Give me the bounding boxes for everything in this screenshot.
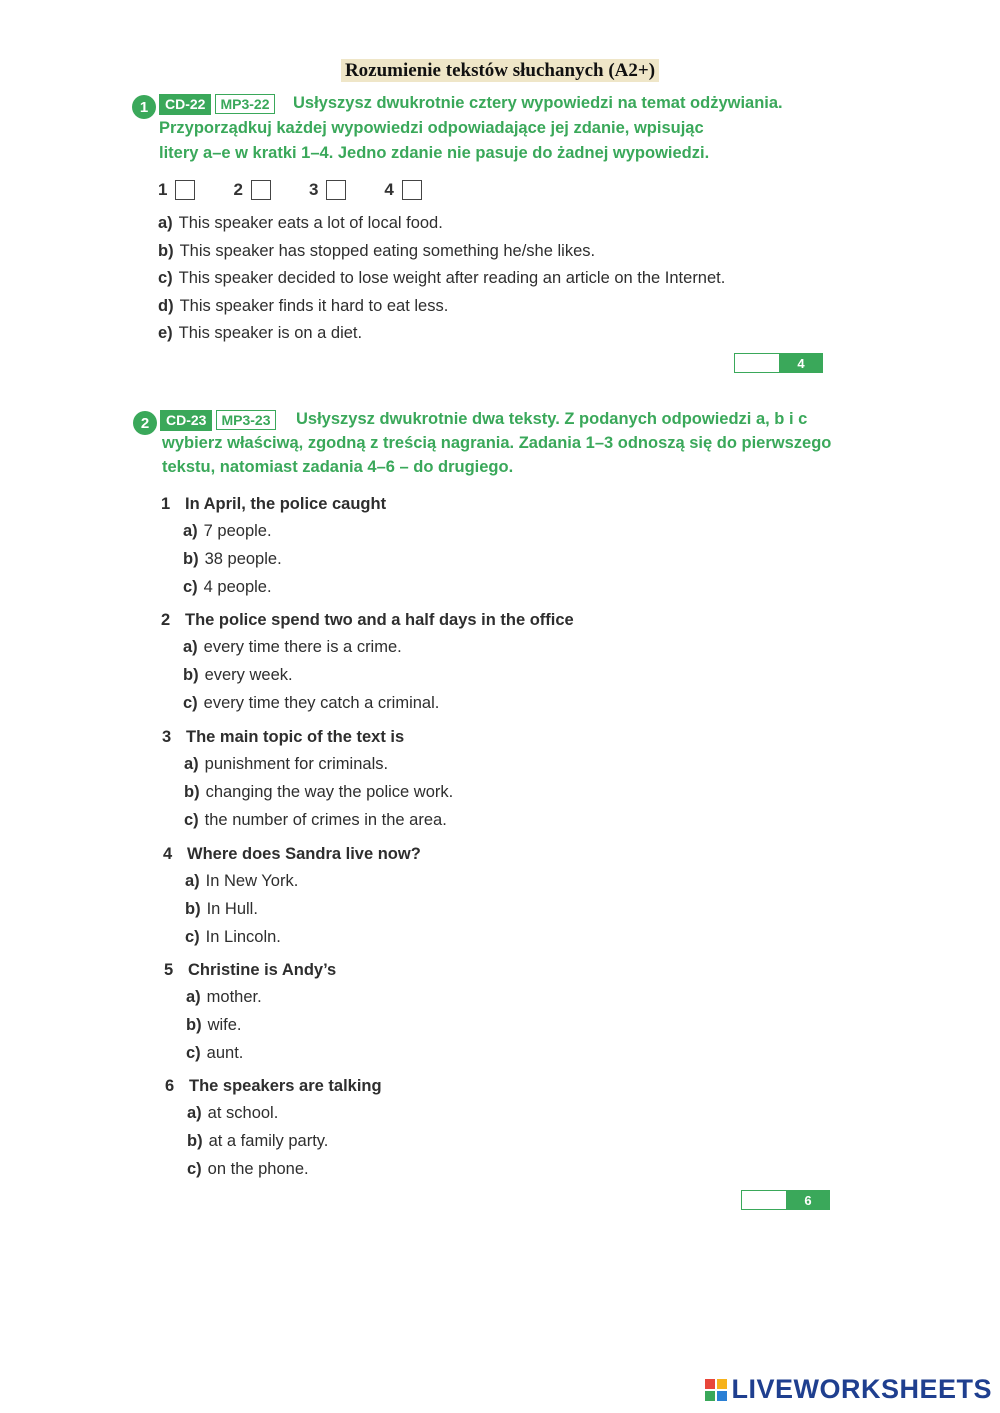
option-text: This speaker decided to lose weight after reading an article on the Internet.	[178, 269, 726, 288]
question-text: The speakers are talking	[189, 1077, 382, 1095]
answer-option[interactable]	[163, 896, 421, 924]
exercise-2-instruction-line-2: wybierz właściwą, zgodną z treścią nagrania. Zadania 1–3 odnoszą się do pierwszego	[162, 434, 832, 452]
option-letter: b)	[158, 241, 174, 260]
option-letter: b)	[187, 1131, 203, 1150]
mp3-track-tag: MP3-22	[215, 94, 274, 114]
question-6	[165, 1072, 382, 1183]
answer-box-item	[233, 180, 270, 200]
answer-option[interactable]	[165, 1100, 382, 1128]
option-text: mother.	[206, 988, 262, 1006]
question-2	[161, 606, 574, 717]
score-input[interactable]	[741, 1190, 786, 1210]
option-letter: c)	[186, 1043, 201, 1062]
answer-option[interactable]	[161, 690, 574, 718]
answer-box-3[interactable]	[326, 180, 346, 200]
score-input[interactable]	[734, 353, 779, 373]
option-letter: b)	[184, 782, 200, 801]
option-text: every week.	[204, 665, 293, 684]
option-letter: c)	[187, 1159, 202, 1178]
option-letter: c)	[184, 810, 199, 829]
option-text: the number of crimes in the area.	[204, 810, 447, 829]
answer-box-4[interactable]	[402, 180, 422, 200]
answer-box-label: 1	[158, 180, 168, 199]
exercise-2-instruction-line-1: Usłyszysz dwukrotnie dwa teksty. Z podanych odpowiedzi a, b i c	[296, 410, 808, 428]
option-letter: a)	[183, 522, 198, 540]
answer-option[interactable]	[164, 1012, 336, 1040]
answer-option[interactable]	[161, 574, 386, 602]
option-letter: b)	[186, 1015, 202, 1034]
answer-option[interactable]	[161, 546, 386, 574]
option-letter: b)	[183, 665, 199, 684]
option-text: This speaker eats a lot of local food.	[178, 214, 443, 232]
exercise-2-instruction-line-3: tekstu, natomiast zadania 4–6 – do drugiego.	[162, 458, 514, 476]
question-number: 6	[165, 1077, 175, 1095]
question-number: 5	[164, 961, 174, 979]
question-text: The police spend two and a half days in the office	[185, 611, 574, 629]
liveworksheets-logo-icon	[705, 1379, 727, 1401]
option-letter: a)	[187, 1104, 202, 1122]
answer-option[interactable]	[162, 751, 453, 779]
exercise-1-number: 1	[132, 95, 156, 119]
question-1	[161, 490, 386, 601]
exercise-1-score-box	[734, 353, 823, 373]
answer-option[interactable]	[164, 984, 336, 1012]
option-letter: c)	[183, 577, 198, 596]
answer-box-item	[384, 180, 421, 200]
question-5	[164, 956, 336, 1067]
option-text: 4 people.	[203, 577, 272, 596]
list-item	[158, 265, 725, 293]
page-title: Rozumienie tekstów słuchanych (A2+)	[0, 60, 1000, 82]
exercise-2-number: 2	[133, 411, 157, 435]
exercise-1-instruction-line-1: Usłyszysz dwukrotnie cztery wypowiedzi na temat odżywiania.	[293, 94, 783, 112]
exercise-1-options	[158, 210, 725, 348]
option-letter: d)	[158, 296, 174, 315]
answer-box-label: 2	[233, 180, 243, 199]
liveworksheets-brand	[705, 1374, 992, 1405]
answer-box-label: 3	[308, 180, 319, 199]
question-text: In April, the police caught	[185, 495, 387, 513]
answer-option[interactable]	[164, 1040, 336, 1068]
answer-box-item	[309, 180, 346, 200]
max-points-badge: 6	[786, 1190, 830, 1210]
option-letter: a)	[184, 755, 199, 773]
option-text: at a family party.	[208, 1131, 329, 1150]
cd-track-tag: CD-23	[160, 410, 212, 431]
answer-box-2[interactable]	[251, 180, 271, 200]
option-text: aunt.	[206, 1043, 244, 1062]
option-letter: a)	[158, 214, 173, 232]
option-text: 38 people.	[204, 549, 282, 568]
exercise-1-instruction-line-2: Przyporządkuj każdej wypowiedzi odpowiadające jej zdanie, wpisując	[159, 119, 704, 137]
answer-option[interactable]	[163, 868, 421, 896]
option-text: on the phone.	[207, 1159, 309, 1178]
list-item	[158, 320, 725, 348]
question-number: 3	[162, 728, 172, 746]
answer-option[interactable]	[161, 662, 574, 690]
answer-option[interactable]	[162, 779, 453, 807]
answer-box-1[interactable]	[175, 180, 195, 200]
option-text: This speaker has stopped eating something he/she likes.	[179, 241, 596, 260]
option-text: wife.	[207, 1015, 242, 1034]
option-text: at school.	[207, 1104, 279, 1122]
answer-box-label: 4	[384, 180, 394, 199]
list-item	[158, 293, 725, 321]
answer-boxes	[158, 180, 460, 200]
option-letter: b)	[183, 549, 199, 568]
question-4	[163, 840, 421, 951]
cd-track-tag: CD-22	[159, 94, 211, 115]
option-text: This speaker is on a diet.	[178, 324, 363, 343]
option-text: changing the way the police work.	[205, 782, 454, 801]
option-text: In Hull.	[206, 899, 258, 918]
option-text: In Lincoln.	[205, 927, 281, 946]
option-text: every time there is a crime.	[203, 638, 402, 656]
option-letter: a)	[185, 872, 200, 890]
option-text: This speaker finds it hard to eat less.	[179, 296, 449, 315]
list-item	[158, 210, 725, 238]
question-text: The main topic of the text is	[186, 728, 405, 746]
exercise-1-instruction-line-3: litery a–e w kratki 1–4. Jedno zdanie nie pasuje do żadnej wypowiedzi.	[159, 144, 710, 162]
option-text: every time they catch a criminal.	[203, 693, 440, 712]
option-letter: c)	[183, 693, 198, 712]
question-text: Where does Sandra live now?	[187, 845, 421, 863]
option-letter: b)	[185, 899, 201, 918]
question-text: Christine is Andy’s	[188, 961, 337, 979]
answer-option[interactable]	[161, 634, 574, 662]
option-text: punishment for criminals.	[204, 755, 389, 773]
question-number: 2	[161, 611, 171, 629]
answer-option[interactable]	[165, 1128, 382, 1156]
option-letter: c)	[185, 927, 200, 946]
option-letter: c)	[158, 269, 173, 288]
question-number: 4	[163, 845, 173, 863]
question-3	[162, 723, 453, 834]
mp3-track-tag: MP3-23	[216, 410, 275, 430]
answer-option[interactable]	[162, 807, 453, 835]
answer-option[interactable]	[161, 518, 386, 546]
answer-option[interactable]	[163, 924, 421, 952]
max-points-badge: 4	[779, 353, 823, 373]
question-number: 1	[161, 495, 171, 513]
option-text: In New York.	[205, 872, 299, 890]
exercise-2-score-box	[741, 1190, 830, 1210]
brand-name: LIVEWORKSHEETS	[731, 1374, 992, 1404]
list-item	[158, 238, 725, 266]
answer-box-item	[158, 180, 195, 200]
answer-option[interactable]	[165, 1156, 382, 1184]
option-text: 7 people.	[203, 522, 272, 540]
option-letter: a)	[183, 638, 198, 656]
option-letter: a)	[186, 988, 201, 1006]
option-letter: e)	[158, 324, 173, 343]
